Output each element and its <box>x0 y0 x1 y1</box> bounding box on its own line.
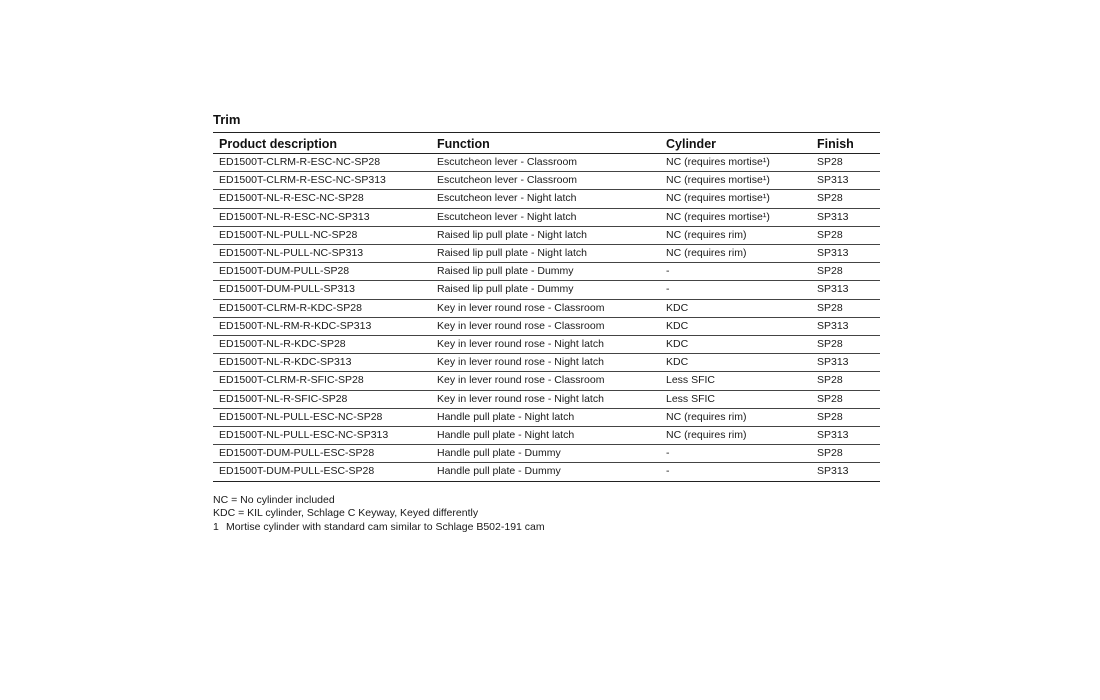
table-row <box>213 226 880 244</box>
cell-cylinder: KDC <box>660 336 811 354</box>
cell-finish: SP28 <box>811 263 880 281</box>
cell-finish: SP28 <box>811 445 880 463</box>
cell-function: Key in lever round rose - Night latch <box>431 390 660 408</box>
cell-function: Key in lever round rose - Night latch <box>431 354 660 372</box>
cell-cylinder: - <box>666 465 670 478</box>
table-row <box>213 408 880 426</box>
cell-product-description: ED1500T-NL-R-ESC-NC-SP28 <box>213 190 431 208</box>
cell-finish: SP313 <box>811 354 880 372</box>
header-product-description: Product description <box>213 133 431 154</box>
table-body <box>213 154 880 482</box>
cell-cylinder: Less SFIC <box>660 390 811 408</box>
cell-product-description: ED1500T-DUM-PULL-SP28 <box>213 263 431 281</box>
table-row <box>213 172 880 190</box>
cell-finish: SP313 <box>811 245 880 263</box>
cell-product-description: ED1500T-NL-PULL-ESC-NC-SP313 <box>213 427 431 445</box>
cell-cylinder: - <box>660 281 811 299</box>
cell-cylinder: Less SFIC <box>660 372 811 390</box>
cell-product-description: ED1500T-DUM-PULL-ESC-SP28 <box>213 445 431 463</box>
table-row <box>213 390 880 408</box>
cell-cylinder: NC (requires mortise¹) <box>660 190 811 208</box>
cell-cylinder: KDC <box>660 354 811 372</box>
cell-function: Handle pull plate - Dummy <box>431 445 660 463</box>
cell-function: Key in lever round rose - Classroom <box>431 299 660 317</box>
table-row <box>213 208 880 226</box>
table-row <box>213 336 880 354</box>
trim-section <box>213 112 880 534</box>
table-row <box>213 445 880 463</box>
cell-function: Handle pull plate - Night latch <box>431 427 660 445</box>
cell-function: Escutcheon lever - Night latch <box>431 208 660 226</box>
trim-table <box>213 132 880 482</box>
cell-cylinder: NC (requires rim) <box>660 408 811 426</box>
cell-product-description: ED1500T-CLRM-R-ESC-NC-SP28 <box>213 154 431 172</box>
section-title: Trim <box>213 112 241 127</box>
table-row <box>213 317 880 335</box>
cell-function: Handle pull plate - Night latch <box>431 408 660 426</box>
cell-function: Key in lever round rose - Night latch <box>431 336 660 354</box>
table-row <box>213 299 880 317</box>
footnote-number: 1 <box>213 520 219 533</box>
table-row <box>213 463 880 481</box>
cell-finish: SP313 <box>811 317 880 335</box>
cell-cylinder: NC (requires mortise¹) <box>660 208 811 226</box>
cell-cylinder: NC (requires rim) <box>660 427 811 445</box>
cell-cylinder: KDC <box>660 317 811 335</box>
cell-function: Escutcheon lever - Classroom <box>431 172 660 190</box>
cell-function: Raised lip pull plate - Dummy <box>431 263 660 281</box>
cell-function: Raised lip pull plate - Dummy <box>431 281 660 299</box>
cell-product-description: ED1500T-CLRM-R-KDC-SP28 <box>213 299 431 317</box>
legend-nc: NC = No cylinder included <box>213 493 335 506</box>
table-row <box>213 263 880 281</box>
table-row <box>213 154 880 172</box>
cell-product-description: ED1500T-NL-PULL-NC-SP28 <box>213 226 431 244</box>
cell-product-description: ED1500T-NL-R-KDC-SP313 <box>213 354 431 372</box>
cell-product-description: ED1500T-NL-R-SFIC-SP28 <box>213 390 431 408</box>
cell-cylinder: NC (requires rim) <box>660 226 811 244</box>
table-header-row <box>213 133 880 154</box>
cell-product-description: ED1500T-NL-R-KDC-SP28 <box>213 336 431 354</box>
cell-cylinder: KDC <box>660 299 811 317</box>
cell-function: Raised lip pull plate - Night latch <box>431 245 660 263</box>
cell-product-description: ED1500T-CLRM-R-ESC-NC-SP313 <box>213 172 431 190</box>
cell-finish: SP313 <box>811 427 880 445</box>
cell-finish: SP28 <box>811 408 880 426</box>
cell-finish: SP28 <box>811 154 880 172</box>
cell-cylinder: - <box>660 445 811 463</box>
table-row <box>213 427 880 445</box>
cell-finish: SP28 <box>811 390 880 408</box>
header-finish: Finish <box>811 133 880 154</box>
cell-cylinder: - <box>660 263 811 281</box>
legend-footnote <box>213 521 880 535</box>
cell-function: Escutcheon lever - Classroom <box>431 154 660 172</box>
cell-finish: SP28 <box>811 336 880 354</box>
cell-function: Escutcheon lever - Night latch <box>431 190 660 208</box>
header-cylinder: Cylinder <box>660 133 811 154</box>
cell-cylinder: NC (requires rim) <box>660 245 811 263</box>
cell-product-description: ED1500T-NL-R-ESC-NC-SP313 <box>213 208 431 226</box>
cell-finish: SP313 <box>811 281 880 299</box>
cell-product-description: ED1500T-CLRM-R-SFIC-SP28 <box>213 372 431 390</box>
table-row <box>213 245 880 263</box>
cell-product-description: ED1500T-NL-RM-R-KDC-SP313 <box>213 317 431 335</box>
table-row <box>213 372 880 390</box>
table-row <box>213 281 880 299</box>
cell-product-description: ED1500T-NL-PULL-NC-SP313 <box>213 245 431 263</box>
legend <box>213 494 880 535</box>
header-function: Function <box>431 133 660 154</box>
footnote-text: Mortise cylinder with standard cam similar to Schlage B502-191 cam <box>226 520 545 533</box>
cell-finish: SP313 <box>811 208 880 226</box>
cell-finish: SP28 <box>811 372 880 390</box>
cell-finish: SP313 <box>817 465 849 478</box>
cell-function: Key in lever round rose - Classroom <box>431 372 660 390</box>
cell-finish: SP28 <box>811 226 880 244</box>
cell-cylinder: NC (requires mortise¹) <box>660 154 811 172</box>
cell-function: Key in lever round rose - Classroom <box>431 317 660 335</box>
cell-function: Raised lip pull plate - Night latch <box>431 226 660 244</box>
cell-product-description: ED1500T-DUM-PULL-ESC-SP28 <box>219 465 375 478</box>
table-row <box>213 190 880 208</box>
cell-product-description: ED1500T-DUM-PULL-SP313 <box>213 281 431 299</box>
cell-product-description: ED1500T-NL-PULL-ESC-NC-SP28 <box>213 408 431 426</box>
legend-kdc: KDC = KIL cylinder, Schlage C Keyway, Keyed differently <box>213 507 479 520</box>
cell-finish: SP28 <box>811 190 880 208</box>
cell-function: Handle pull plate - Dummy <box>437 465 561 478</box>
cell-cylinder: NC (requires mortise¹) <box>660 172 811 190</box>
table-row <box>213 354 880 372</box>
cell-finish: SP28 <box>811 299 880 317</box>
cell-finish: SP313 <box>811 172 880 190</box>
